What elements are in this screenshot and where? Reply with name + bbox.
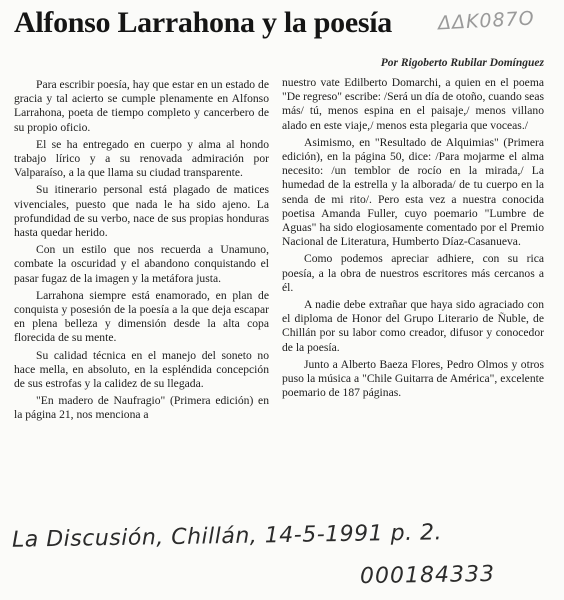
handwritten-source-note: La Discusión, Chillán, 14-5-1991 p. 2. bbox=[11, 520, 443, 553]
paragraph: A nadie debe extrañar que haya sido agraciado con el diploma de Honor del Grupo Literario de Ñuble, de Chillán por su labor como creador, difusor y conocedor de la poesía. bbox=[282, 298, 544, 354]
paragraph: Para escribir poesía, hay que estar en un estado de gracia y tal acierto se cumple plenamente en Alfonso Larrahona, poeta de tiempo completo y cancerbero de su propio oficio. bbox=[14, 78, 269, 134]
paragraph: "En madero de Naufragio" (Primera edición) en la página 21, nos menciona a bbox=[14, 394, 269, 422]
handwritten-record-number: 000184333 bbox=[359, 561, 496, 590]
paragraph: Asimismo, en "Resultado de Alquimias" (Primera edición), en la página 50, dice: /Para mojarme el alma necesito: /un temblor de rocío en la mirada,/ La humedad de la estrella y la alborada/ de tu cuerpo en la senda de mi rito/. Pero esta vez a nuestra conocida poetisa Amanda Fuller, cuyo poemario "Lumbre de Aguas" ha sido elogiosamente comentado por el Premio Nacional de Literatura, Humberto Díaz-Casanueva. bbox=[282, 135, 544, 249]
paragraph: Su calidad técnica en el manejo del soneto no hace mella, en absoluto, en la espléndida concepción de sus estrofas y la calidez de su llegada. bbox=[14, 348, 269, 391]
paragraph: El se ha entregado en cuerpo y alma al hondo trabajo lírico y a su renovada admiración por Valparaíso, a la que llama su ciudad transparente. bbox=[14, 137, 269, 180]
paragraph: nuestro vate Edilberto Domarchi, a quien en el poema "De regreso" escribe: /Será un día de otoño, cuando seas más/ tú, menos espina en el paisaje,/ menos villano alado en este viaje,/ menos esta plegaria que voceas./ bbox=[282, 76, 544, 132]
catalog-code: ΔΔΚ087Ο bbox=[437, 7, 536, 35]
paragraph: Larrahona siempre está enamorado, en plan de conquista y posesión de la poesía a la que deja escapar en plena belleza y dimensión desde la alta copa florecida de su mente. bbox=[14, 288, 269, 345]
article-title: Alfonso Larrahona y la poesía bbox=[14, 6, 393, 39]
paragraph: Con un estilo que nos recuerda a Unamuno, combate la oscuridad y el abandono conquistando el pasar fugaz de la imagen y la metáfora justa. bbox=[14, 243, 269, 285]
article-byline: Por Rigoberto Rubilar Domínguez bbox=[380, 57, 544, 69]
paragraph: Su itinerario personal está plagado de matices vivenciales, puesto que nada le ha sido ajeno. La profundidad de su verbo, nace de sus propias honduras hasta quedar herido. bbox=[14, 183, 269, 240]
article-column-left bbox=[14, 78, 269, 426]
paragraph: Junto a Alberto Baeza Flores, Pedro Olmos y otros puso la música a "Chile Guitarra de América", excelente poemario de 187 páginas. bbox=[282, 357, 544, 400]
article-column-right bbox=[282, 76, 544, 403]
paragraph: Como podemos apreciar adhiere, con su rica poesía, a la obra de nuestros escritores más cercanos a él. bbox=[282, 252, 544, 294]
